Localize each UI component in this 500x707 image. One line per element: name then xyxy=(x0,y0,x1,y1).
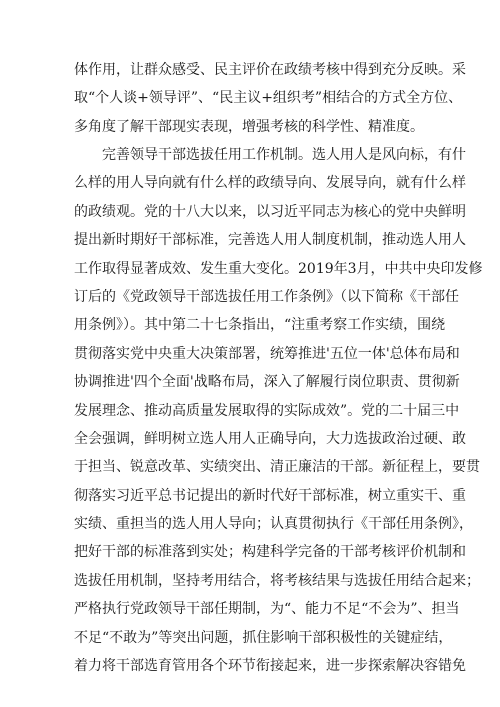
text-line: 着力将干部选育管用各个环节衔接起来，进一步探索解决容错免 xyxy=(74,658,466,675)
text-line: 把好干部的标准落到实处；构建科学完备的干部考核评价机制和 xyxy=(74,544,466,561)
paragraph-cadre-selection-mechanism xyxy=(74,141,483,680)
text-line: 工作取得显著成效、发生重大变化。2019年3月，中共中央印发修 xyxy=(74,260,483,277)
text-line: 取“个人谈+领导评”、“民主议+组织考”相结合的方式全方位、 xyxy=(74,90,463,107)
text-line: 协调推进'四个全面'战略布局，深入了解履行岗位职责、贯彻新 xyxy=(74,374,460,391)
text-line: 多角度了解干部现实表现，增强考核的科学性、精准度。 xyxy=(74,118,424,135)
text-line: 体作用，让群众感受、民主评价在政绩考核中得到充分反映。采 xyxy=(74,62,466,78)
text-line: 选拔任用机制，坚持考用结合，将考核结果与选拔任用结合起来； xyxy=(74,572,480,589)
text-line: 不足“不敢为”等突出问题，抓住影响干部积极性的关键症结， xyxy=(74,629,453,646)
text-line: 贯彻落实党中央重大决策部署，统筹推进'五位一体'总体布局和 xyxy=(74,345,460,362)
text-line: 完善领导干部选拔任用工作机制。选人用人是风向标，有什 xyxy=(102,147,466,163)
text-line: 全会强调，鲜明树立选人用人正确导向，大力选拔政治过硬、敢 xyxy=(74,430,466,447)
text-line: 提出新时期好干部标准，完善选人用人制度机制，推动选人用人 xyxy=(74,232,466,249)
text-line: 用条例》）。其中第二十七条指出，“注重考察工作实绩，围绕 xyxy=(74,317,446,334)
text-line: 订后的《党政领导干部选拔任用工作条例》（以下简称《干部任 xyxy=(74,288,459,305)
text-line: 发展理念、推动高质量发展取得的实际成效”。党的二十届三中 xyxy=(74,402,460,419)
text-line: 彻落实习近平总书记提出的新时代好干部标准，树立重实干、重 xyxy=(74,487,466,504)
text-line: 的政绩观。党的十八大以来，以习近平同志为核心的党中央鲜明 xyxy=(74,203,466,220)
text-line: 严格执行党政领导干部任期制，为“、能力不足“不会为”、担当 xyxy=(74,601,460,618)
text-line: 么样的用人导向就有什么样的政绩导向、发展导向，就有什么样 xyxy=(74,175,466,192)
paragraph-evaluation-methods xyxy=(74,56,466,141)
text-line: 实绩、重担当的选人用人导向；认真贯彻执行《干部任用条例》， xyxy=(74,516,473,533)
text-line: 于担当、锐意改革、实绩突出、清正廉洁的干部。新征程上，要贯 xyxy=(74,459,480,476)
